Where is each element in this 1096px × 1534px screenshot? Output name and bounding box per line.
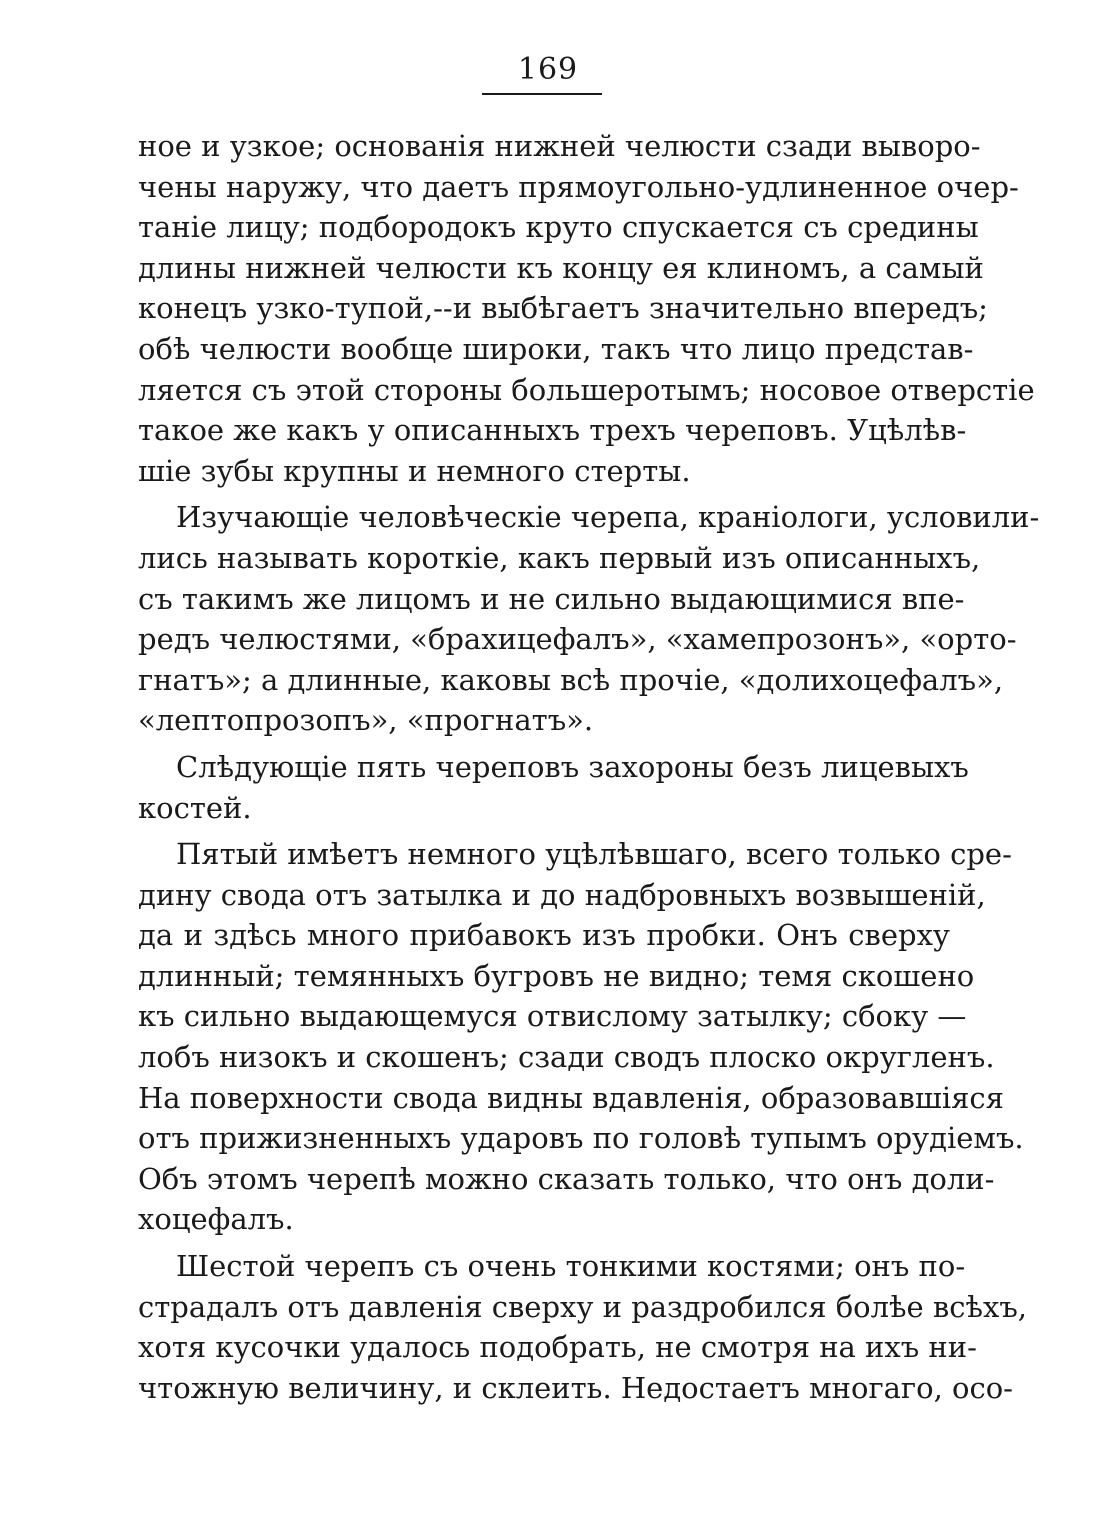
text-line: Шестой черепъ съ очень тонкими костями; онъ по-: [176, 1249, 966, 1284]
text-line: Слѣдующіе пять череповъ захороны безъ лицевыхъ: [176, 749, 969, 784]
text-line: чены наружу, что даетъ прямоугольно-удлиненное очер-: [138, 169, 1019, 204]
paragraph: [138, 1246, 1028, 1408]
text-line: «лептопрозопъ», «прогнатъ».: [138, 703, 594, 738]
body-text: [138, 126, 1040, 1408]
paragraph: [138, 497, 1040, 741]
text-line: чтожную величину, и склеить. Недостаетъ многаго, осо-: [138, 1370, 1013, 1405]
text-line: Изучающіе человѣческіе черепа, краніологи, условили-: [176, 500, 1040, 535]
text-line: съ такимъ же лицомъ и не сильно выдающимися впе-: [138, 581, 965, 616]
text-line: такое же какъ у описанныхъ трехъ череповъ. Уцѣлѣв-: [138, 413, 967, 448]
text-line: редъ челюстями, «брахицефалъ», «хамепрозонъ», «орто-: [138, 622, 1017, 657]
text-line: хотя кусочки удалось подобрать, не смотря на ихъ ни-: [138, 1330, 977, 1365]
text-line: длины нижней челюсти къ концу ея клиномъ, а самый: [138, 250, 984, 285]
text-line: отъ прижизненныхъ ударовъ по головѣ тупымъ орудіемъ.: [138, 1121, 1024, 1156]
text-line: Объ этомъ черепѣ можно сказать только, что онъ доли-: [138, 1161, 995, 1196]
text-line: къ сильно выдающемуся отвислому затылку; сбоку —: [138, 999, 967, 1034]
paragraph: [138, 834, 1024, 1240]
text-line: костей.: [138, 790, 252, 825]
text-line: шіе зубы крупны и немного стерты.: [138, 453, 691, 488]
text-line: Пятый имѣетъ немного уцѣлѣвшаго, всего только сре-: [176, 837, 1012, 872]
text-line: лись называть короткіе, какъ первый изъ описанныхъ,: [138, 540, 981, 575]
text-line: да и здѣсь много прибавокъ изъ пробки. Онъ сверху: [138, 918, 950, 953]
text-line: ляется съ этой стороны большеротымъ; носовое отверстіе: [138, 372, 1035, 407]
text-line: ное и узкое; основанія нижней челюсти сзади выворо-: [138, 129, 981, 163]
page-number: 169: [517, 52, 579, 87]
text-line: обѣ челюсти вообще широки, такъ что лицо представ-: [138, 331, 974, 366]
text-line: страдалъ отъ давленія сверху и раздробился болѣе всѣхъ,: [138, 1289, 1028, 1324]
text-line: На поверхности свода видны вдавленія, образовавшіяся: [138, 1080, 1004, 1115]
text-line: конецъ узко-тупой,--и выбѣгаетъ значительно впередъ;: [138, 291, 988, 326]
text-line: гнатъ»; а длинные, каковы всѣ прочіе, «долихоцефалъ»,: [138, 662, 1004, 697]
text-line: хоцефалъ.: [138, 1202, 294, 1237]
paragraph: [138, 747, 969, 828]
text-line: дину свода отъ затылка и до надбровныхъ возвышеній,: [138, 877, 986, 912]
text-line: длинный; темянныхъ бугровъ не видно; темя скошено: [138, 958, 975, 993]
text-line: лобъ низокъ и скошенъ; сзади сводъ плоско округленъ.: [138, 1040, 995, 1075]
paragraph: [138, 126, 1035, 491]
text-line: таніе лицу; подбородокъ круто спускается съ средины: [138, 210, 979, 245]
header-rule: [482, 93, 602, 95]
